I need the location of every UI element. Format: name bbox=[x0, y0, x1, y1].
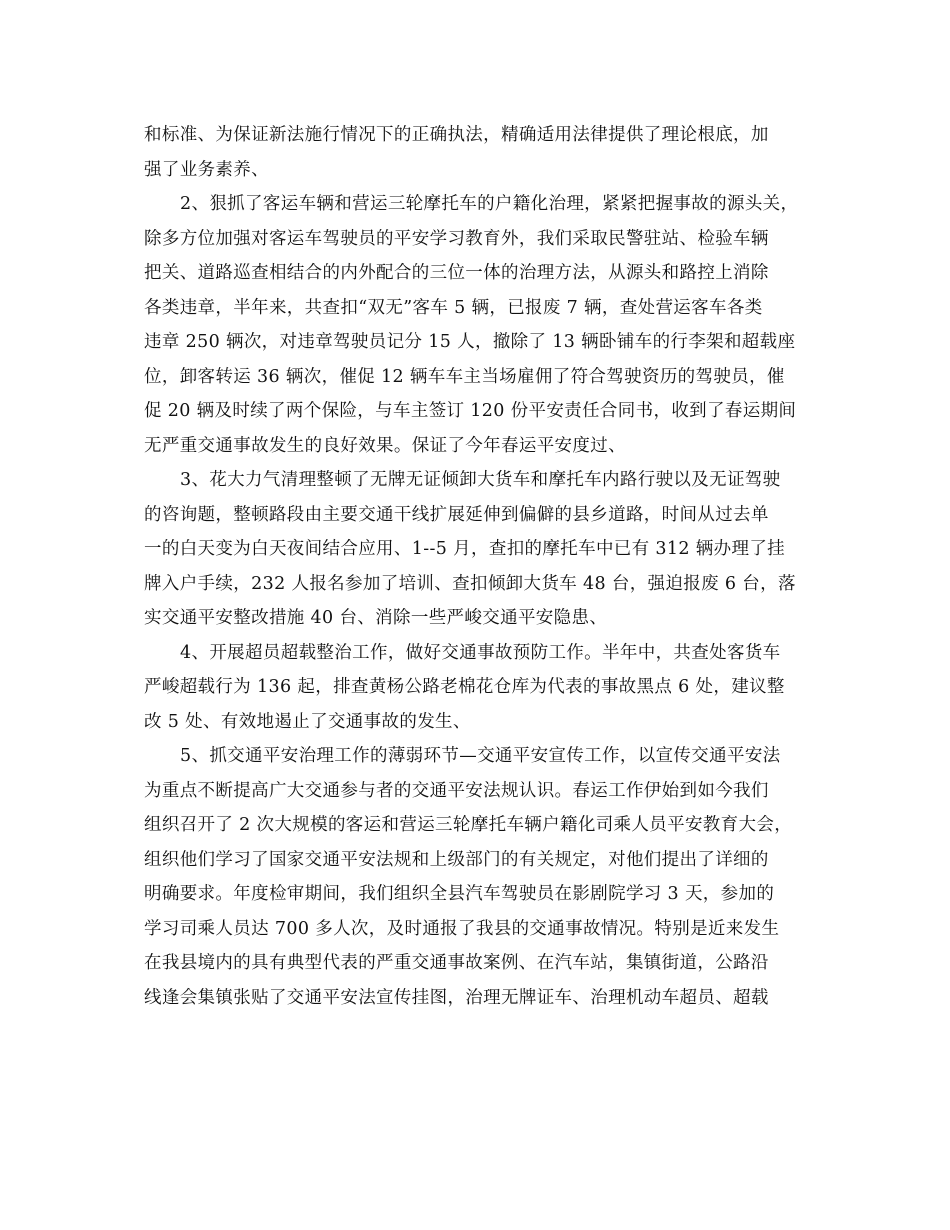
text-line: 一的白天变为白天夜间结合应用、1--5 月，查扣的摩托车中已有 312 辆办理了挂 bbox=[144, 539, 786, 559]
paragraph-4 bbox=[144, 636, 820, 740]
text-line: 5、抓交通平安治理工作的薄弱环节—交通平安宣传工作，以宣传交通平安法 bbox=[180, 746, 781, 766]
text-line: 4、开展超员超载整治工作，做好交通事故预防工作。半年中，共查处客货车 bbox=[180, 642, 781, 663]
text-line: 严峻超载行为 136 起，排查黄杨公路老棉花仓库为代表的事故黑点 6 处，建议整 bbox=[144, 677, 785, 697]
paragraph-5 bbox=[144, 739, 820, 1015]
text-line: 牌入户手续，232 人报名参加了培训、查扣倾卸大货车 48 台，强迫报废 6 台，落 bbox=[144, 573, 796, 594]
text-line: 违章 250 辆次，对违章驾驶员记分 15 人，撤除了 13 辆卧铺车的行李架和超载座 bbox=[144, 332, 796, 352]
paragraph-1 bbox=[144, 118, 820, 187]
text-line: 促 20 辆及时续了两个保险，与车主签订 120 份平安责任合同书，收到了春运期间 bbox=[144, 401, 797, 421]
text-line: 组织召开了 2 次大规模的客运和营运三轮摩托车辆户籍化司乘人员平安教育大会， bbox=[144, 815, 793, 835]
text-line: 的咨询题，整顿路段由主要交通干线扩展延伸到偏僻的县乡道路，时间从过去单 bbox=[144, 504, 769, 525]
text-line: 和标准、为保证新法施行情况下的正确执法，精确适用法律提供了理论根底，加 bbox=[144, 125, 769, 145]
text-line: 线逢会集镇张贴了交通平安法宣传挂图，治理无牌证车、治理机动车超员、超载 bbox=[144, 987, 769, 1008]
text-line: 各类违章，半年来，共查扣“双无”客车 5 辆，已报废 7 辆，查处营运客车各类 bbox=[144, 297, 763, 318]
text-line: 在我县境内的具有典型代表的严重交通事故案例、在汽车站，集镇街道，公路沿 bbox=[144, 953, 769, 973]
text-line: 无严重交通事故发生的良好效果。保证了今年春运平安度过、 bbox=[144, 435, 626, 456]
text-line: 明确要求。年度检审期间，我们组织全县汽车驾驶员在影剧院学习 3 天，参加的 bbox=[144, 884, 775, 904]
text-line: 3、花大力气清理整顿了无牌无证倾卸大货车和摩托车内路行驶以及无证驾驶 bbox=[180, 470, 781, 490]
paragraph-3 bbox=[144, 463, 820, 636]
document-body bbox=[144, 118, 820, 1015]
paragraph-2 bbox=[144, 187, 820, 463]
text-line: 为重点不断提高广大交通参与者的交通平安法规认识。春运工作伊始到如今我们 bbox=[144, 780, 769, 801]
text-line: 除多方位加强对客运车驾驶员的平安学习教育外，我们采取民警驻站、检验车辆 bbox=[144, 228, 769, 249]
text-line: 强了业务素养、 bbox=[144, 159, 269, 180]
text-line: 2、狠抓了客运车辆和营运三轮摩托车的户籍化治理，紧紧把握事故的源头关， bbox=[180, 194, 799, 214]
text-line: 实交通平安整改措施 40 台、消除一些严峻交通平安隐患、 bbox=[144, 608, 608, 628]
text-line: 位，卸客转运 36 辆次，催促 12 辆车车主当场雇佣了符合驾驶资历的驾驶员，催 bbox=[144, 366, 785, 387]
text-line: 学习司乘人员达 700 多人次，及时通报了我县的交通事故情况。特别是近来发生 bbox=[144, 918, 780, 939]
text-line: 组织他们学习了国家交通平安法规和上级部门的有关规定，对他们提出了详细的 bbox=[144, 849, 769, 870]
text-line: 把关、道路巡查相结合的内外配合的三位一体的治理方法，从源头和路控上消除 bbox=[144, 263, 769, 283]
text-line: 改 5 处、有效地遏止了交通事故的发生、 bbox=[144, 711, 471, 732]
